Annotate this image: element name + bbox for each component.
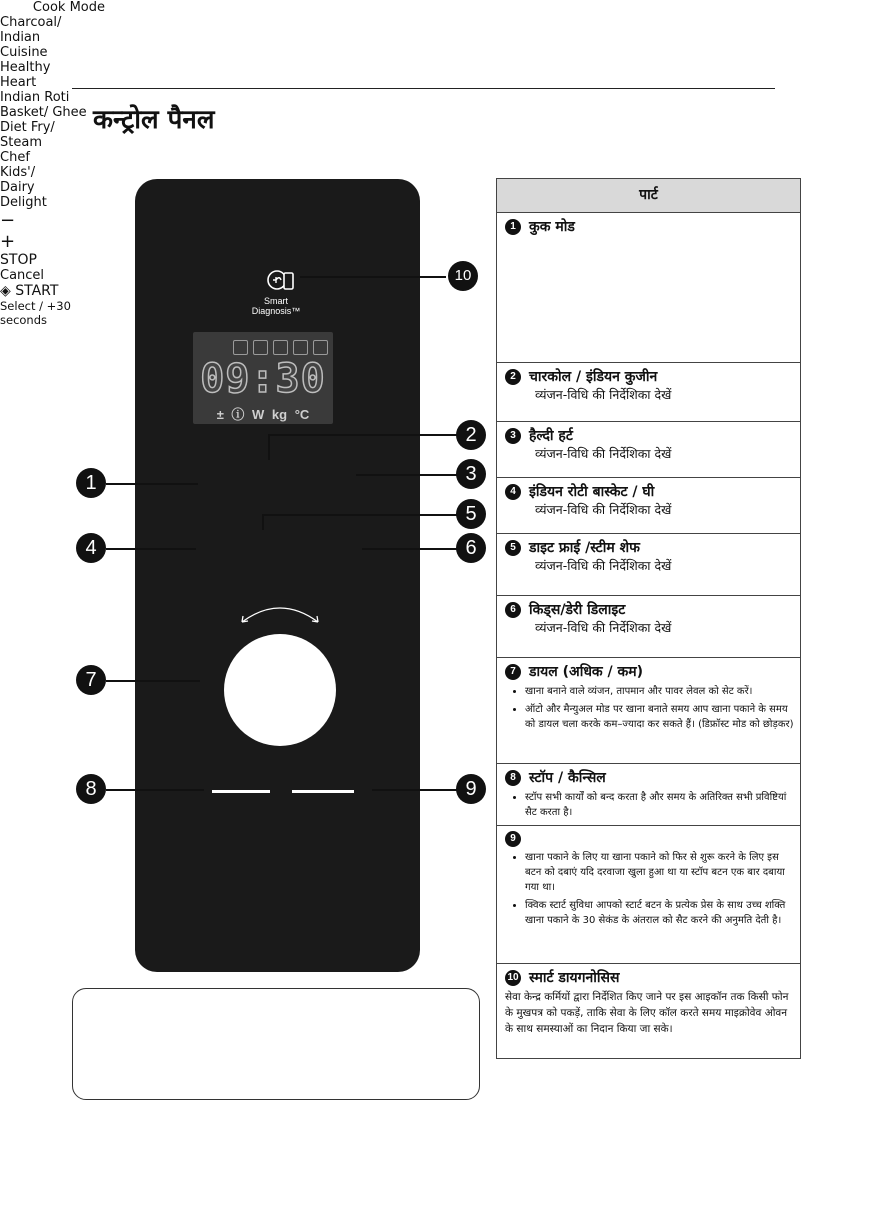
charcoal-indian-cuisine-button[interactable]: Charcoal/ Indian Cuisine [0, 15, 62, 60]
callout-5: 5 [456, 499, 486, 529]
part-title: चारकोल / इंडियन कुजीन [529, 369, 658, 385]
callout-5-vline [262, 514, 264, 530]
callout-3: 3 [456, 459, 486, 489]
callout-2-line [268, 434, 458, 436]
auto-mode-icon [293, 340, 308, 355]
part-sub: व्यंजन-विधि की निर्देशिका देखें [535, 446, 672, 461]
part-bullet: • क्विक स्टार्ट सुविधा आपको स्टार्ट बटन के प्रत्येक प्रेस के साथ उच्च शक्ति खाना पकाने के 30 सेकंड के अंतराल को सैट करने की अनुमति देती है। [525, 898, 794, 928]
part-num: 4 [505, 484, 521, 500]
part-sub: व्यंजन-विधि की निर्देशिका देखें [535, 558, 672, 573]
part-row-7 [497, 658, 800, 764]
cancel-label: Cancel [0, 268, 45, 283]
burner-mode-icon [313, 340, 328, 355]
part-bullet: • स्टॉप सभी कार्यों को बन्द करता है और समय के अतिरिक्त सभी प्रविष्टियां सैट करता है। [525, 790, 794, 820]
dial-minus-label: − [0, 210, 16, 231]
callout-8-line [106, 789, 204, 791]
callout-6-line [362, 548, 458, 550]
part-row-2 [497, 363, 800, 422]
part-num: 6 [505, 602, 521, 618]
callout-7-line [106, 680, 200, 682]
callout-2-vline [268, 434, 270, 460]
part-para: सेवा केन्द्र कर्मियों द्वारा निर्देशित किए जाने पर इस आइकॉन तक किसी फोन के मुखपत्र को पकड़ें, ताकि सेवा के लिए कॉल करते समय माइक्रोवेव ओवन के साथ समस्याओं का निदान किया जा सके। [505, 991, 789, 1035]
cook-mode-button[interactable]: Cook Mode [32, 0, 105, 15]
callout-6: 6 [456, 533, 486, 563]
parts-table [496, 178, 801, 1059]
part-num: 5 [505, 540, 521, 556]
kids-dairy-delight-button[interactable]: Kids'/ Dairy Delight [0, 165, 47, 210]
part-row-9 [497, 826, 800, 964]
healthy-heart-button[interactable]: Healthy Heart [0, 60, 51, 90]
fan-mode-icon [273, 340, 288, 355]
callout-8: 8 [76, 774, 106, 804]
grill-mode-icon [233, 340, 248, 355]
smart-diagnosis-label: Smart Diagnosis™ [251, 296, 301, 316]
callout-4-line [106, 548, 196, 550]
stop-underline [212, 790, 270, 793]
part-bullet: • खाना बनाने वाले व्यंजन, तापमान और पावर लेवल को सेट करें। [525, 684, 794, 699]
callout-5-line [262, 514, 458, 516]
part-sub: व्यंजन-विधि की निर्देशिका देखें [535, 502, 672, 517]
lcd-display [193, 332, 333, 424]
part-title: इंडियन रोटी बास्केट / घी [529, 484, 655, 500]
callout-4: 4 [76, 533, 106, 563]
callout-9: 9 [456, 774, 486, 804]
callout-2: 2 [456, 420, 486, 450]
callout-3-line [356, 474, 458, 476]
part-num: 3 [505, 428, 521, 444]
part-title: डायल (अधिक / कम) [529, 664, 644, 680]
part-num: 10 [505, 970, 521, 986]
callout-10: 10 [448, 261, 478, 291]
part-title: कुक मोड [529, 219, 575, 235]
part-row-4 [497, 478, 800, 534]
part-bullet: • खाना पकाने के लिए या खाना पकाने को फिर से शुरू करने के लिए इस बटन को दबाएं यदि दरवाजा खुला हुआ था या स्टॉप बटन एक बार दबाया गया था। [525, 850, 794, 895]
dial-plus-label: + [0, 231, 16, 252]
dial-arc-arrows-icon [228, 600, 332, 634]
display-time: 09:30 [200, 356, 326, 402]
select-30-seconds-label: Select / +30 seconds [0, 299, 71, 327]
callout-7: 7 [76, 665, 106, 695]
top-rule [72, 88, 775, 89]
part-row-10 [497, 964, 800, 1058]
part-sub: व्यंजन-विधि की निर्देशिका देखें [535, 620, 672, 635]
callout-1-line [106, 483, 198, 485]
display-mode-icons [233, 340, 328, 355]
indian-roti-basket-ghee-button[interactable]: Indian Roti Basket/ Ghee [0, 90, 87, 120]
part-num: 8 [505, 770, 521, 786]
part-title: किड्स/डेरी डिलाइट [529, 602, 626, 618]
display-units: ± ⓘ W kg °C [216, 407, 310, 422]
part-row-8 [497, 764, 800, 826]
part-row-6 [497, 596, 800, 658]
part-row-5 [497, 534, 800, 596]
part-row-1 [497, 213, 800, 363]
callout-1: 1 [76, 468, 106, 498]
oven-mode-icon [253, 340, 268, 355]
page-title: कन्ट्रोल पैनल [93, 105, 215, 135]
smart-diagnosis-icon[interactable] [266, 268, 296, 294]
callout-9-line [372, 789, 458, 791]
start-underline [292, 790, 354, 793]
part-num: 7 [505, 664, 521, 680]
part-title: डाइट फ्राई /स्टीम शेफ [529, 540, 640, 556]
parts-header: पार्ट [497, 179, 800, 213]
note-box [72, 988, 480, 1100]
diet-fry-steam-chef-button[interactable]: Diet Fry/ Steam Chef [0, 120, 55, 165]
part-num: 9 [505, 831, 521, 847]
control-dial[interactable] [224, 634, 336, 746]
part-num: 2 [505, 369, 521, 385]
part-title: स्मार्ट डायगनोसिस [529, 970, 620, 986]
part-title: हैल्दी हर्ट [529, 428, 573, 444]
stop-button[interactable]: STOP [0, 252, 37, 268]
part-row-3 [497, 422, 800, 478]
part-sub: व्यंजन-विधि की निर्देशिका देखें [535, 387, 672, 402]
part-num: 1 [505, 219, 521, 235]
callout-10-line [300, 276, 446, 278]
part-title: स्टॉप / कैन्सिल [529, 770, 606, 786]
start-button[interactable]: ◈ START [0, 283, 59, 299]
part-bullet: • ऑटो और मैन्युअल मोड पर खाना बनाते समय आप खाना पकाने के समय को डायल चला करके कम–ज्यादा कर सकते हैं। (डिफ्रॉस्ट मोड को छोड़कर) [525, 702, 794, 732]
